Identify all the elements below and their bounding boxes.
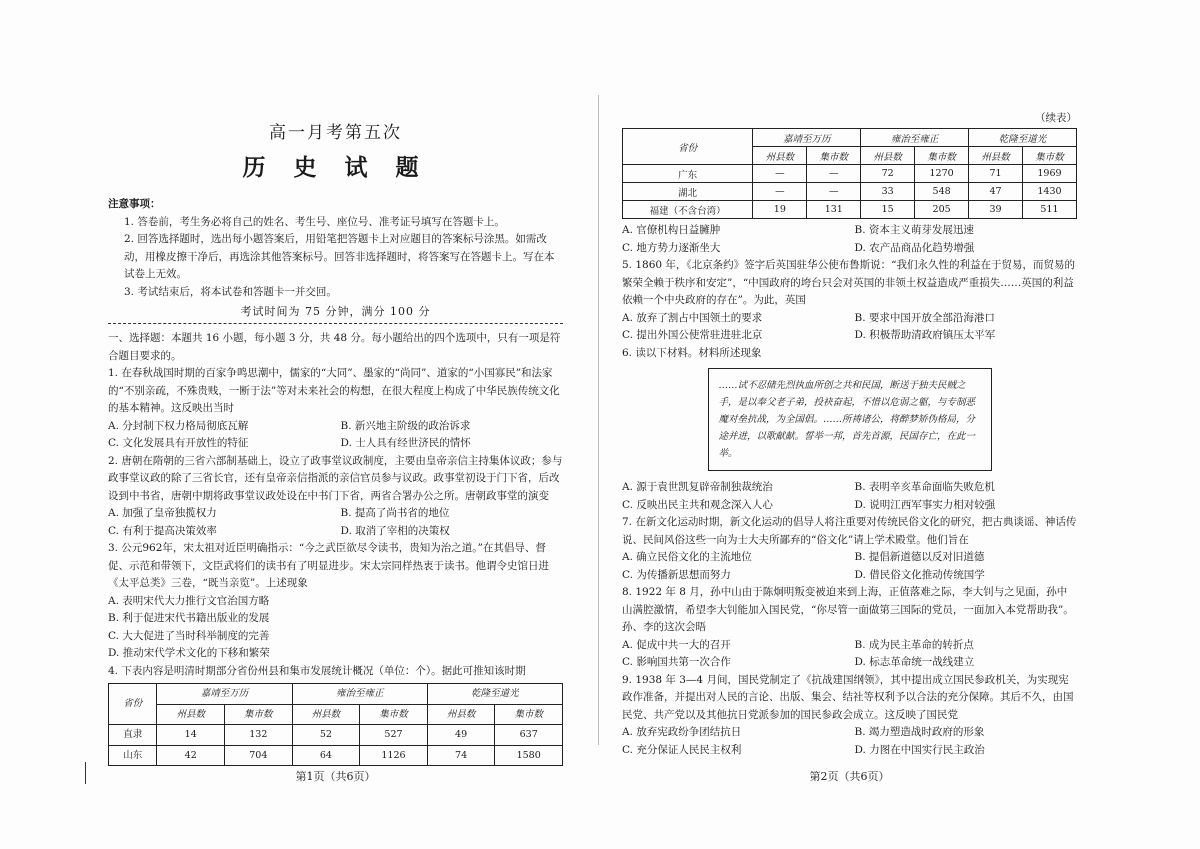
section-intro: 一、选择题：本题共 16 小题，每小题 3 分，共 48 分。每小题给出的四个选项中，只有一项是符合题目要求的。 (108, 332, 561, 362)
option-c: C. 地方势力逐渐坐大 (622, 241, 721, 254)
option-b: B. 利于促进宋代书籍出版业的发展 (108, 612, 270, 624)
table-row: 湖北 — — 33 548 47 1430 (623, 183, 1077, 201)
option-a: A. 分封制下权力格局彻底瓦解 (108, 419, 249, 432)
header-market: 集市数 (915, 147, 969, 165)
header-market: 集市数 (360, 704, 428, 725)
option-c: C. 文化发展具有开放性的特征 (108, 437, 249, 449)
question-block (622, 222, 1077, 759)
question-3-options (108, 593, 563, 663)
option-b: B. 表明辛亥革命面临失败危机 (854, 481, 995, 493)
page-2-footer: 第2页（共6页） (809, 770, 890, 783)
option-b: B. 竭力塑造战时政府的形象 (854, 726, 985, 738)
question-8-options (622, 637, 1077, 672)
header-province: 省份 (109, 684, 157, 725)
question-block (108, 330, 563, 766)
option-d: D. 力图在中国实行民主政治 (854, 743, 985, 756)
page-1-footer: 第1页（共6页） (295, 770, 376, 783)
header-period-1: 嘉靖至万历 (157, 684, 292, 705)
header-period-1: 嘉靖至万历 (753, 129, 861, 147)
header-county: 州县数 (861, 147, 915, 165)
header-market: 集市数 (1022, 147, 1076, 165)
option-a: A. 表明宋代大力推行文官治国方略 (108, 594, 270, 607)
option-a: A. 促成中共一大的召开 (622, 638, 731, 651)
option-c: C. 为传播新思想而努力 (622, 568, 731, 581)
exam-title: 高一月考第五次 (269, 123, 402, 143)
exam-time-info: 考试时间为 75 分钟，满分 100 分 (240, 305, 431, 318)
notice-block (108, 196, 563, 301)
option-b: B. 提高了尚书省的地位 (340, 507, 450, 519)
question-7-options (622, 549, 1077, 584)
question-5-options (622, 310, 1077, 345)
notice-item-2: 2. 回答选择题时，选出每小题答案后，用铅笔把答题卡上对应题目的答案标号涂黑。如需改动，用橡皮擦干净后，再选涂其他答案标号。回答非选择题时，将答案写在答题卡上。写在本试卷上无效。 (124, 233, 555, 280)
source-material-box: ……试不忍储先烈执血所创之共和民国，断送于独夫民贼之手，是以奉父老子弟，投袂奋起，不惜以危弱之躯，与专制恶魔对垒抗战，为全国倡。……所祷诸公，将醉梦矫伪格局，分途并进，以歌献献。誓举一邦，首先首源，民国存亡，在此一举。 (708, 368, 992, 471)
question-4-stem: 4. 下表内容是明清时期部分省份州县和集市发展统计概况（单位：个）。据此可推知该时期 (108, 664, 526, 677)
option-b: B. 资本主义萌芽发展迅速 (854, 224, 974, 236)
option-b: B. 要求中国开放全部沿海港口 (854, 311, 995, 324)
table-continued-label: （续表） (1035, 112, 1077, 124)
header-period-3: 乾隆至道光 (427, 684, 562, 705)
header-county: 州县数 (427, 704, 495, 725)
option-d: D. 推动宋代学术文化的下移和繁荣 (108, 647, 270, 659)
question-2-options (108, 505, 563, 540)
question-1-stem: 1. 在春秋战国时期的百家争鸣思潮中，儒家的“大同”、墨家的“尚同”、道家的“小国寡民”和法家的“不别亲疏，不殊贵贱，一断于法”等对未来社会的构想，在很大程度上构成了中华民族传统文化的基本精神。这反映出当时 (108, 367, 560, 414)
header-county: 州县数 (753, 147, 807, 165)
option-b: B. 新兴地主阶级的政治诉求 (340, 419, 471, 432)
question-2-stem: 2. 唐朝在隋朝的三省六部制基础上，设立了政事堂议政制度，主要由皇帝亲信主持集体议政；参与政事堂议政的除了三省长官，还有皇帝亲信指派的亲信官员参与议政。政事堂初设于门下省，后改设到中书省，唐朝中期将政事堂议政处设在中书门下省，两省合署办公之所。唐朝政事堂的演变 (108, 454, 563, 502)
option-b: B. 成为民主革命的转折点 (854, 638, 974, 651)
header-market: 集市数 (495, 704, 563, 725)
question-7-stem: 7. 在新文化运动时期，新文化运动的倡导人将注重要对传统民俗文化的研究，把古典谈谣、神话传说、民间风俗这些一向为士大夫所鄙弃的“俗文化”请上学术殿堂。他们旨在 (622, 516, 1077, 546)
header-county: 州县数 (969, 147, 1023, 165)
header-period-2: 雍治至雍正 (861, 129, 969, 147)
header-period-3: 乾隆至道光 (969, 129, 1077, 147)
option-d: D. 说明江西军事实力相对较强 (854, 498, 996, 511)
table-row: 福建（不含台湾） 19 131 15 205 39 511 (623, 201, 1077, 219)
market-statistics-table (108, 683, 563, 766)
header-province: 省份 (623, 129, 753, 165)
header-county: 州县数 (157, 704, 225, 725)
option-c: C. 充分保证人民民主权利 (622, 743, 742, 756)
page-2 (622, 0, 1077, 849)
notice-title: 注意事项： (108, 198, 161, 210)
option-c: C. 大大促进了当时科举制度的完善 (108, 629, 270, 642)
notice-item-3: 3. 考试结束后，将本试卷和答题卡一并交回。 (124, 285, 337, 298)
option-d: D. 积极帮助清政府镇压太平军 (854, 329, 996, 341)
header-market: 集市数 (807, 147, 861, 165)
question-6-options (622, 479, 1077, 514)
question-4-options (622, 222, 1077, 257)
divider (108, 323, 563, 324)
option-c: C. 影响国共第一次合作 (622, 656, 731, 668)
question-6-stem: 6. 读以下材料。材料所述现象 (622, 346, 762, 359)
page-fold-line (598, 95, 599, 745)
option-c: C. 提出外国公使常驻进驻北京 (622, 329, 763, 341)
option-c: C. 有利于提高决策效率 (108, 524, 217, 537)
option-a: A. 放弃宪政纷争团结抗日 (622, 726, 742, 738)
table-row: 山东 42 704 64 1126 74 1580 (109, 745, 563, 766)
option-a: A. 加强了皇帝独揽权力 (108, 507, 217, 519)
question-1-options (108, 418, 563, 453)
page-1 (108, 0, 563, 849)
notice-item-1: 1. 答卷前，考生务必将自己的姓名、考生号、座位号、准考证号填写在答题卡上。 (124, 215, 505, 228)
option-a: A. 官僚机构日益臃肿 (622, 224, 721, 236)
margin-mark (85, 762, 86, 784)
option-b: B. 提倡新道德以反对旧道德 (854, 551, 985, 563)
question-8-stem: 8. 1922 年 8 月，孙中山由于陈炯明叛变被迫来到上海，正值落难之际，李大钊与之见面，孙中山满腔激情，希望李大钊能加入国民党，“你尽管一面做第三国际的党员，一面加入本党帮助我”。孙、李的这次会晤 (622, 586, 1074, 633)
question-9-stem: 9. 1938 年 3—4 月间，国民党制定了《抗战建国纲领》，其中提出成立国民参政机关，为实现宪政作准备，并提出对人民的言论、出版、集会、结社等权利予以合法的充分保障。其后不久，由国民党、共产党以及其他抗日党派参加的国民参政会成立。这反映了国民党 (622, 673, 1074, 721)
question-3-stem: 3. 公元962年，宋太祖对近臣明确指示：“今之武臣欲尽令读书，贵知为治之道。”在其倡导、督促、示范和带领下，文臣武将们的读书有了明显进步。宋太宗同样热衷于读书。他谓令史馆日进《太平总类》三卷，“既当亲览”。上述现象 (108, 542, 549, 589)
option-c: C. 反映出民主共和观念深入人心 (622, 498, 773, 511)
exam-subject: 历 史 试 题 (242, 154, 429, 181)
question-9-options (622, 724, 1077, 759)
option-d: D. 士人具有经世济民的情怀 (340, 437, 471, 449)
option-a: A. 确立民俗文化的主流地位 (622, 551, 752, 563)
option-d: D. 借民俗文化推动传统国学 (854, 568, 985, 581)
option-a: A. 源于袁世凯复辟帝制独裁统治 (622, 481, 773, 493)
question-5-stem: 5. 1860 年，《北京条约》签字后英国驻华公使布鲁斯说：“我们永久性的利益在于贸易，而贸易的繁荣全赖于秩序和安定”，“中国政府的垮台只会对英国的非领土权益造成严重损失……英国的利益依赖一个中央政府的存在”。为此，英国 (622, 259, 1076, 306)
option-d: D. 取消了宰相的决策权 (340, 524, 450, 537)
header-period-2: 雍治至雍正 (292, 684, 427, 705)
option-a: A. 放弃了割占中国领土的要求 (622, 311, 763, 324)
option-d: D. 农产品商品化趋势增强 (854, 241, 975, 254)
option-d: D. 标志革命统一战线建立 (854, 656, 975, 668)
header-market: 集市数 (225, 704, 293, 725)
table-row: 直隶 14 132 52 527 49 637 (109, 725, 563, 746)
market-statistics-table-continued (622, 128, 1077, 219)
table-row: 广东 — — 72 1270 71 1969 (623, 165, 1077, 183)
header-county: 州县数 (292, 704, 360, 725)
